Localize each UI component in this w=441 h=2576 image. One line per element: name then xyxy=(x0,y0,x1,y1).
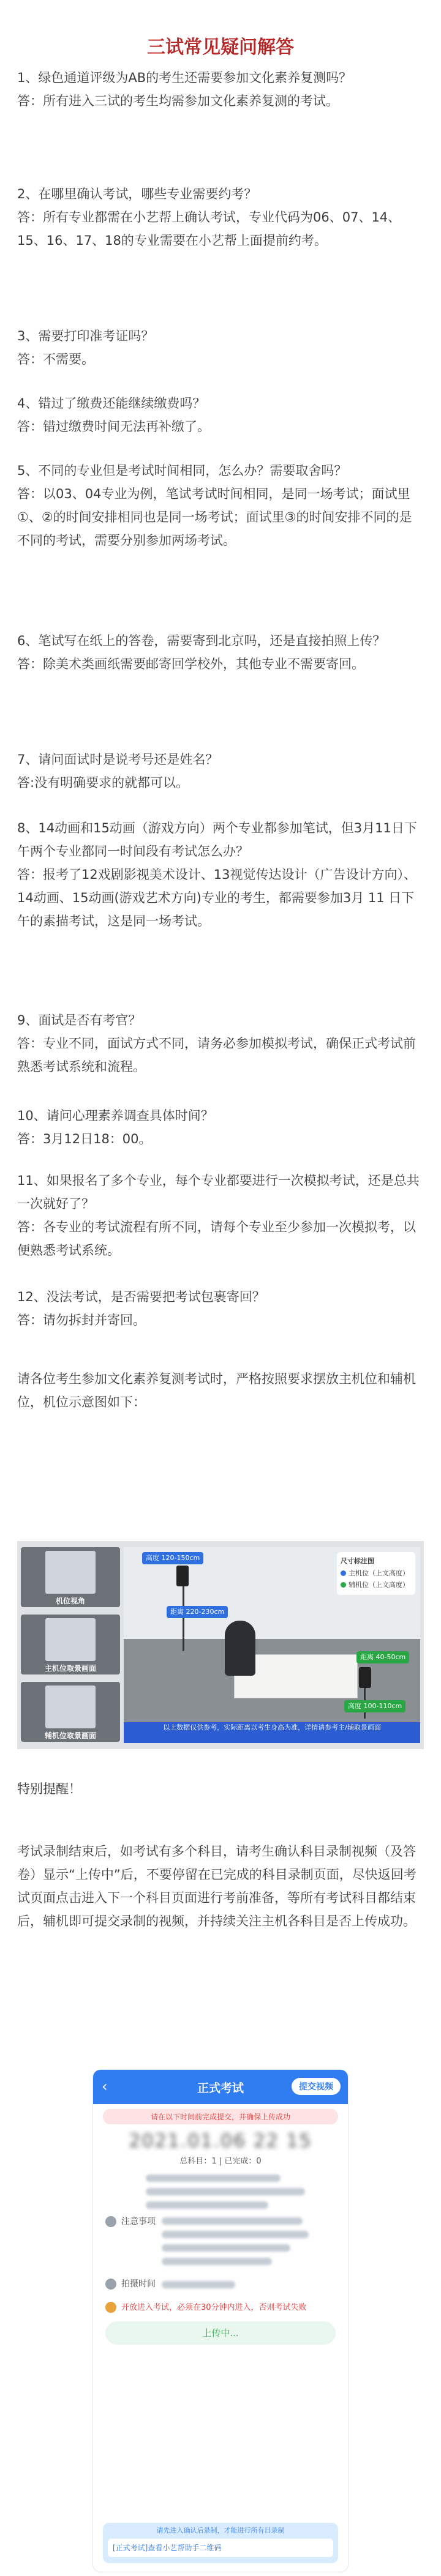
thumbnail-column xyxy=(21,1547,120,1743)
qa-item-6 xyxy=(17,629,424,676)
thumb-main-view xyxy=(21,1615,120,1674)
qa-item-4 xyxy=(17,392,424,438)
photo-placeholder xyxy=(45,1686,96,1728)
exam-info xyxy=(105,2175,336,2313)
distance-main-label: 距离 220-230cm xyxy=(167,1606,228,1618)
question: 9、面试是否有考官？ xyxy=(17,1013,141,1028)
qa-item-7 xyxy=(17,748,424,794)
qa-item-9 xyxy=(17,1009,424,1078)
distance-aux-label: 距离 40-50cm xyxy=(356,1651,409,1663)
bottom-tip-text: 请先进入确认后录制，才能进行所有目录制 xyxy=(156,2526,285,2534)
answer: 答：以03、04专业为例，笔试考试时间相同，是同一场考试；面试里①、②的时间安排相同也是同一场考试；面试里③的时间安排不同的是不同的考试，需要分别参加两场考试。 xyxy=(17,487,412,548)
blurred-text xyxy=(162,2281,235,2288)
figure-caption xyxy=(124,1722,420,1743)
figure-caption-text: 以上数据仅供参考，实际距离以考生身高为准，详情请参考主/辅取景画面 xyxy=(163,1723,381,1731)
thumb-aux-view xyxy=(21,1682,120,1742)
answer: 答：专业不同，面试方式不同，请务必参加模拟考试，确保正式考试前熟悉考试系统和流程。 xyxy=(17,1036,416,1074)
thumb-camera-view xyxy=(21,1547,120,1607)
setup-intro: 请各位考生参加文化素养复测考试时，严格按照要求摆放主机位和辅机位，机位示意图如下： xyxy=(17,1372,416,1409)
exam-code: 2021.01.06 22 15 xyxy=(129,2130,312,2152)
question: 10、请问心理素养调查具体时间？ xyxy=(17,1108,214,1123)
thumb-caption: 辅机位取景画面 xyxy=(44,1731,96,1740)
qa-item-2 xyxy=(17,182,424,252)
question: 7、请问面试时是说考号还是姓名？ xyxy=(17,752,219,767)
question: 1、绿色通道评级为AB的考生还需要参加文化素养复测吗？ xyxy=(17,70,352,85)
question: 6、笔试写在纸上的答卷，需要寄到北京吗，还是直接拍照上传？ xyxy=(17,633,386,648)
camera-setup-figure xyxy=(17,1541,424,1749)
submit-video-button[interactable]: 提交视频 xyxy=(292,2078,341,2095)
legend-item-aux xyxy=(341,1580,412,1589)
upload-status-button[interactable]: 上传中... xyxy=(105,2321,336,2345)
deadline-warning: 请在以下时间前完成提交，并确保上传成功 xyxy=(103,2109,338,2124)
app-header xyxy=(93,2070,348,2104)
answer: 答：错过缴费时间无法再补缴了。 xyxy=(17,419,210,434)
subject-count: 总科目：1 | 已完成：0 xyxy=(179,2157,262,2166)
qa-item-1 xyxy=(17,66,424,113)
question: 11、如果报名了多个专业，每个专业都要进行一次模拟考试，还是总共一次就好了？ xyxy=(17,1173,420,1211)
qa-item-3 xyxy=(17,324,424,371)
notice-row xyxy=(105,2215,336,2271)
blurred-text xyxy=(146,2201,268,2209)
answer: 答：不需要。 xyxy=(17,352,94,367)
answer: 答：所有专业都需在小艺帮上确认考试，专业代码为06、07、14、15、16、17、18的专业需要在小艺帮上面提前约考。 xyxy=(17,210,401,248)
qa-item-8 xyxy=(17,816,424,933)
clock-icon xyxy=(105,2279,116,2290)
bottom-tip xyxy=(103,2523,338,2563)
blurred-lines xyxy=(146,2175,336,2209)
examinee-figure xyxy=(225,1621,255,1676)
blurred-text xyxy=(162,2231,309,2238)
alert-icon xyxy=(105,2302,116,2313)
blurred-text xyxy=(146,2175,281,2182)
answer: 答：各专业的考试流程有所不同，请每个专业至少参加一次模拟考，以便熟悉考试系统。 xyxy=(17,1220,416,1258)
question: 12、没法考试，是否需要把考试包裹寄回？ xyxy=(17,1290,265,1304)
legend-label: 主机位（上文高度） xyxy=(349,1569,409,1577)
enter-tip-row xyxy=(105,2301,336,2313)
answer: 答：除美术类画纸需要邮寄回学校外，其他专业不需要寄回。 xyxy=(17,657,364,671)
main-camera-phone xyxy=(176,1566,189,1586)
qa-item-11 xyxy=(17,1169,424,1262)
qa-item-5 xyxy=(17,459,424,552)
answer: 答：3月12日18：00。 xyxy=(17,1132,152,1146)
photo-time-label: 拍摄时间 xyxy=(121,2279,156,2289)
room-scene xyxy=(124,1547,420,1743)
question: 8、14动画和15动画（游戏方向）两个专业都参加笔试，但3月11日下午两个专业都同一时间段有考试怎么办？ xyxy=(17,821,417,859)
aux-camera-phone xyxy=(359,1667,371,1688)
photo-time-row xyxy=(105,2277,336,2294)
blurred-text xyxy=(146,2188,305,2195)
photo-placeholder xyxy=(45,1618,96,1661)
exam-app-screenshot xyxy=(93,2070,348,2572)
notice-label: 注意事项 xyxy=(121,2217,156,2227)
qa-item-12 xyxy=(17,1285,424,1332)
question: 3、需要打印准考证吗？ xyxy=(17,329,154,343)
dimension-legend xyxy=(337,1552,415,1595)
notice-icon xyxy=(105,2216,116,2227)
height-aux-label: 高度 100-110cm xyxy=(344,1700,405,1712)
answer: 答:没有明确要求的就都可以。 xyxy=(17,775,189,790)
blurred-text xyxy=(162,2244,290,2252)
thumb-caption: 机位视角 xyxy=(55,1597,85,1605)
page-title: 三试常见疑问解答 xyxy=(147,37,294,58)
dimension-legend-title: 尺寸标注图 xyxy=(341,1557,374,1565)
legend-label: 辅机位（上文高度） xyxy=(349,1581,409,1589)
question: 4、错过了缴费还能继续缴费吗？ xyxy=(17,396,206,411)
reminder-title: 特别提醒！ xyxy=(17,1782,81,1796)
answer: 答：请勿拆封并寄回。 xyxy=(17,1313,146,1327)
answer: 答：报考了12戏剧影视美术设计、13视觉传达设计（广告设计方向）、14动画、15动画(游戏艺术方向)专业的考生，都需要参加3月 11 日下午的素描考试，这是同一场考试。 xyxy=(17,867,417,928)
reminder-text: 考试录制结束后，如考试有多个科目，请考生确认科目录制视频（及答卷）显示“上传中”后，不要停留在已完成的科目录制页面，尽快返回考试页面点击进入下一个科目页面进行考前准备，等所有考试科目都结束后，辅机即可提交录制的视频，并持续关注主机各科目是否上传成功。 xyxy=(17,1844,417,1928)
back-icon[interactable]: ‹ xyxy=(102,2078,108,2095)
help-qr-link[interactable]: [正式考试]查看小艺帮助手二维码 xyxy=(108,2539,333,2557)
question: 2、在哪里确认考试，哪些专业需要约考？ xyxy=(17,187,257,201)
enter-tip: 开放进入考试，必须在30分钟内进入，否则考试失败 xyxy=(121,2303,307,2312)
height-main-label: 高度 120-150cm xyxy=(142,1552,203,1564)
notice-blurred xyxy=(162,2215,336,2271)
qa-item-10 xyxy=(17,1104,424,1151)
photo-placeholder xyxy=(45,1551,96,1594)
blurred-text xyxy=(162,2258,272,2265)
legend-dot-icon xyxy=(341,1570,346,1576)
question: 5、不同的专业但是考试时间相同，怎么办？需要取舍吗？ xyxy=(17,463,347,478)
blurred-text xyxy=(162,2217,303,2225)
legend-dot-icon xyxy=(341,1582,346,1588)
answer: 答：所有进入三试的考生均需参加文化素养复测的考试。 xyxy=(17,94,339,108)
legend-item-main xyxy=(341,1568,412,1578)
app-title: 正式考试 xyxy=(197,2081,244,2095)
thumb-caption: 主机位取景画面 xyxy=(44,1664,96,1673)
